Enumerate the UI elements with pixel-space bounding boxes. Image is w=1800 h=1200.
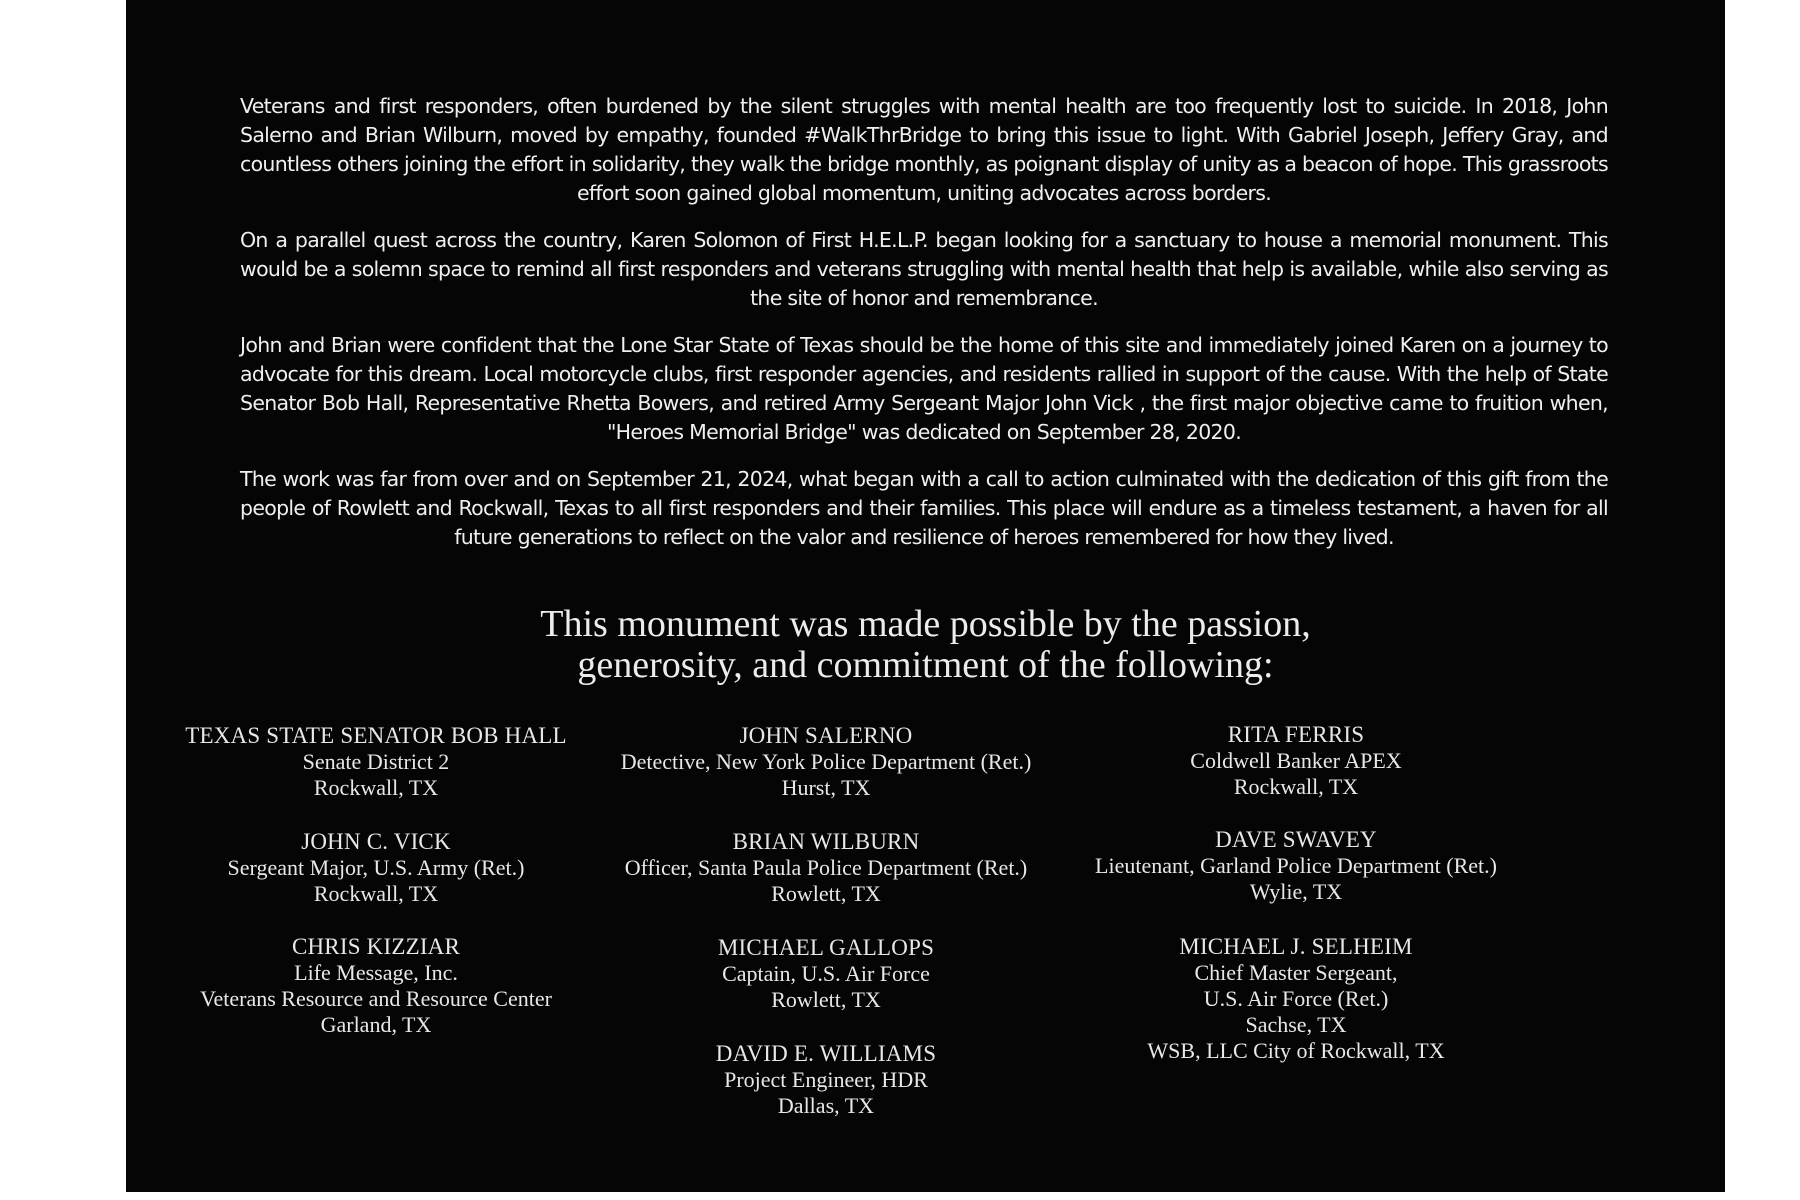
contributor-entry (606, 935, 1046, 1013)
contributor-detail: Coldwell Banker APEX (1190, 748, 1402, 773)
contributor-name: JOHN C. VICK (301, 829, 451, 854)
contributor-entry (1066, 827, 1526, 905)
contributor-name: RITA FERRIS (1227, 722, 1365, 747)
contributor-detail: Garland, TX (320, 1012, 432, 1037)
contributor-detail: Detective, New York Police Department (Ret.) (620, 749, 1032, 774)
contributor-detail: WSB, LLC City of Rockwall, TX (1147, 1038, 1445, 1063)
contributor-detail: Officer, Santa Paula Police Department (Ret.) (624, 855, 1028, 880)
contributor-name: MICHAEL GALLOPS (717, 935, 935, 960)
contributor-detail: Sergeant Major, U.S. Army (Ret.) (227, 855, 525, 880)
contributor-detail: U.S. Air Force (Ret.) (1203, 986, 1389, 1011)
contributor-detail: Chief Master Sergeant, (1194, 960, 1398, 985)
contributor-entry (166, 723, 586, 801)
contributor-detail: Dallas, TX (777, 1093, 875, 1118)
contributor-name: BRIAN WILBURN (732, 829, 920, 854)
heading-line: This monument was made possible by the passion, (540, 603, 1311, 645)
contributor-detail: Hurst, TX (781, 775, 871, 800)
contributor-detail: Lieutenant, Garland Police Department (Ret.) (1095, 853, 1497, 878)
contributor-name: DAVE SWAVEY (1215, 827, 1377, 852)
contributor-entry (1066, 934, 1526, 1064)
contributor-name: DAVID E. WILLIAMS (715, 1041, 937, 1066)
contributor-detail: Rockwall, TX (313, 881, 439, 906)
dedication-story (240, 92, 1608, 570)
contributor-detail: Veterans Resource and Resource Center (200, 986, 552, 1011)
story-paragraph: The work was far from over and on September 21, 2024, what began with a call to action culminated with the dedication of this gift from the people of Rowlett and Rockwall, Texas to all first responders and their families. This place will endure as a timeless testament, a haven for all future generations to reflect on the valor and resilience of heroes remembered for how they lived. (240, 467, 1608, 549)
contributor-detail: Rowlett, TX (771, 987, 881, 1012)
contributor-name: JOHN SALERNO (739, 723, 913, 748)
contributor-entry (166, 934, 586, 1038)
contributor-entry (166, 829, 586, 907)
story-paragraph: John and Brian were confident that the Lone Star State of Texas should be the home of this site and immediately joined Karen on a journey to advocate for this dream. Local motorcycle clubs, first responder agencies, and residents rallied in support of the cause. With the help of State Senator Bob Hall, Representative Rhetta Bowers, and retired Army Sergeant Major John Vick , the first major objective came to fruition when, "Heroes Memorial Bridge" was dedicated on September 28, 2020. (240, 333, 1608, 444)
contributor-detail: Life Message, Inc. (294, 960, 458, 985)
heading-line: generosity, and commitment of the following: (577, 644, 1274, 686)
story-paragraph: Veterans and first responders, often burdened by the silent struggles with mental health are too frequently lost to suicide. In 2018, John Salerno and Brian Wilburn, moved by empathy, founded #WalkThrBridge to bring this issue to light. With Gabriel Joseph, Jeffery Gray, and countless others joining the effort in solidarity, they walk the bridge monthly, as poignant display of unity as a beacon of hope. This grassroots effort soon gained global momentum, uniting advocates across borders. (240, 94, 1608, 205)
contributor-detail: Rockwall, TX (313, 775, 439, 800)
contributor-detail: Rowlett, TX (771, 881, 881, 906)
story-paragraph: On a parallel quest across the country, Karen Solomon of First H.E.L.P. began looking for a sanctuary to house a memorial monument. This would be a solemn space to remind all first responders and veterans struggling with mental health that help is available, while also serving as the site of honor and remembrance. (240, 228, 1608, 310)
contributor-name: MICHAEL J. SELHEIM (1179, 934, 1413, 959)
contributor-detail: Senate District 2 (302, 749, 450, 774)
contributor-entry (1066, 722, 1526, 800)
contributor-entry (606, 1041, 1046, 1119)
contributor-detail: Wylie, TX (1249, 879, 1343, 904)
contributor-name: CHRIS KIZZIAR (291, 934, 461, 959)
contributor-entry (606, 829, 1046, 907)
contributor-entry (606, 723, 1046, 801)
memorial-plaque (126, 0, 1725, 1192)
contributor-detail: Captain, U.S. Air Force (722, 961, 930, 986)
acknowledgement-heading (126, 604, 1725, 686)
contributor-detail: Rockwall, TX (1233, 774, 1359, 799)
contributor-name: TEXAS STATE SENATOR BOB HALL (185, 723, 567, 748)
contributor-detail: Sachse, TX (1245, 1012, 1347, 1037)
contributor-detail: Project Engineer, HDR (724, 1067, 928, 1092)
